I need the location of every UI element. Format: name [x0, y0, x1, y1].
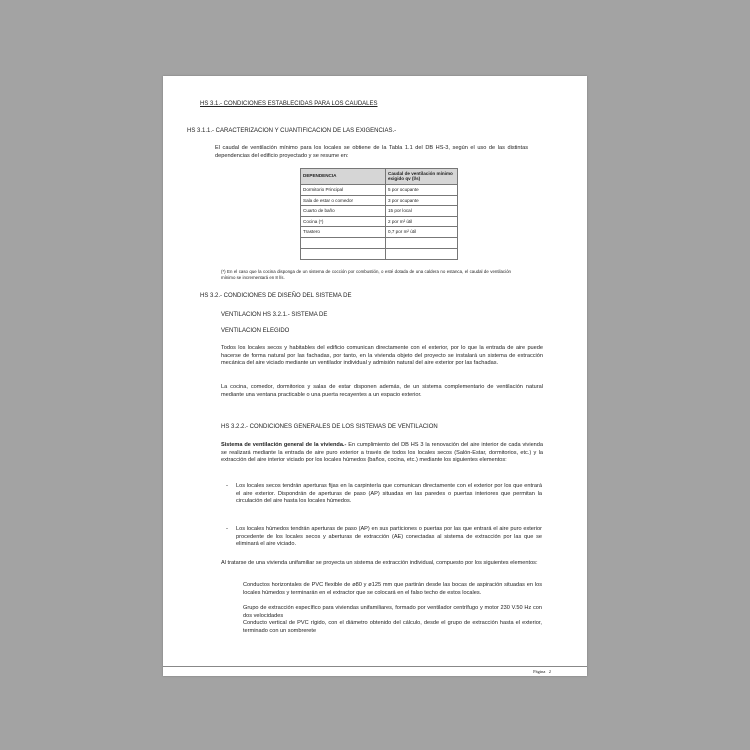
table-row	[301, 227, 458, 238]
table-cell: Trastero	[301, 227, 386, 238]
table-cell: 2 por m² útil	[386, 216, 458, 227]
table-row	[301, 248, 458, 259]
table-footnote: (*) En el caso que la cocina disponga de un sistema de cocción por combustión, o esté dotada de una caldera no estanca, el caudal de ventilación mínimo se incrementará en 8 l/s.	[221, 269, 511, 280]
table-cell: 5 por ocupante	[386, 185, 458, 196]
paragraph-body: En cumplimiento del DB HS 3 la renovación del aire interior de cada vivienda se realizará mediante la entrada de aire puro exterior a través de todos los locales secos (Salón-Estar, dormitorios, etc.) y la extracción del aire interior viciado por los locales húmedos (baños, cocina, etc.) mediante los siguientes elementos:	[221, 442, 544, 464]
footer-divider	[163, 666, 587, 667]
table-row	[301, 216, 458, 227]
bullet-marker: -	[226, 483, 228, 489]
table-cell: Sala de estar o comedor	[301, 195, 386, 206]
paragraph-general-system	[221, 442, 543, 465]
bullet-dry-rooms: Los locales secos tendrán aperturas fijas en la carpintería que comunican directamente con el exterior por los que entrará el aire exterior. Dispondrán de aperturas de paso (AP) situadas en las paredes o puertas interiores que permitan la circulación del aire hasta los locales húmedos.	[236, 483, 542, 505]
table-row	[301, 195, 458, 206]
list-item-ducts: Conductos horizontales de PVC flexible de ø80 y ø125 mm que partirán desde las bocas de aspiración situadas en los locales húmedos y terminarán en el extractor que se colocará en el falso techo de estos locales.	[243, 582, 542, 596]
intro-paragraph: El caudal de ventilación mínimo para los locales se obtiene de la Tabla 1.1 del DB HS-3, según el uso de las distintas dependencias del edificio proyectado y se resume en:	[215, 145, 528, 159]
document-page	[163, 76, 587, 676]
ventilation-table	[300, 168, 458, 260]
table-cell	[386, 248, 458, 259]
list-item-extractor-group: Grupo de extracción específico para viviendas unifamiliares, formado por ventilador centrífugo y motor 230 V.50 Hz con dos velocidades	[243, 605, 542, 619]
table-header-cell: Caudal de ventilación mínimo exigido qv (l/s)	[386, 169, 458, 185]
paragraph-extraction: Todos los locales secos y habitables del edificio comunican directamente con el exterior, por lo que la entrada de aire puede hacerse de forma natural por las fachadas, por tanto, en la vivienda objeto del proyecto se instalará un sistema de extracción mecánica del aire viciado mediante un ventilador individual y admisión natural del aire exterior por las fachadas.	[221, 345, 543, 367]
page-footer	[533, 669, 551, 674]
table-cell: 15 por local	[386, 206, 458, 217]
table-header-row	[301, 169, 458, 185]
paragraph-lead: Sistema de ventilación general de la vivienda.-	[221, 442, 347, 448]
bullet-marker: -	[226, 526, 228, 532]
table-cell: Dormitorio Principal	[301, 185, 386, 196]
table-cell: 0,7 por m² útil	[386, 227, 458, 238]
page-label: Página	[533, 669, 546, 674]
table-cell	[301, 237, 386, 248]
page-number: 2	[548, 669, 551, 674]
bullet-wet-rooms: Los locales húmedos tendrán aperturas de paso (AP) en sus particiones o puertas por las que entrará el aire puro exterior procedente de los locales secos y aberturas de extracción (AE) conectadas al sistema de extracción por las que se eliminará el aire viciado.	[236, 526, 542, 548]
heading-hs311: HS 3.1.1.- CARACTERIZACION Y CUANTIFICACION DE LAS EXIGENCIAS.-	[187, 128, 397, 134]
heading-hs321-cont: VENTILACION ELEGIDO	[221, 328, 290, 334]
table-row	[301, 237, 458, 248]
table-header-cell: DEPENDENCIA	[301, 169, 386, 185]
table-row	[301, 206, 458, 217]
table-cell: 3 por ocupante	[386, 195, 458, 206]
paragraph-individual-system: Al tratarse de una vivienda unifamiliar se proyecta un sistema de extracción individual, compuesto por los siguientes elementos:	[221, 560, 538, 566]
heading-hs31: HS 3.1.- CONDICIONES ESTABLECIDAS PARA LOS CAUDALES	[200, 101, 378, 107]
table-cell: Cocina (*)	[301, 216, 386, 227]
paragraph-natural-ventilation: La cocina, comedor, dormitorios y salas de estar disponen además, de un sistema complementario de ventilación natural mediante una ventana practicable o una puerta recayentes a un espacio exterior.	[221, 384, 543, 398]
heading-hs322: HS 3.2.2.- CONDICIONES GENERALES DE LOS SISTEMAS DE VENTILACION	[221, 424, 438, 430]
list-item-vertical-duct: Conducto vertical de PVC rígido, con el diámetro obtenido del cálculo, desde el grupo de extracción hasta el exterior, terminado con un sombrerete	[243, 620, 542, 634]
table-row	[301, 185, 458, 196]
heading-hs32: HS 3.2.- CONDICIONES DE DISEÑO DEL SISTEMA DE	[200, 293, 352, 299]
table-cell	[301, 248, 386, 259]
heading-hs321: VENTILACION HS 3.2.1.- SISTEMA DE	[221, 312, 328, 318]
table-cell: Cuarto de baño	[301, 206, 386, 217]
table-cell	[386, 237, 458, 248]
